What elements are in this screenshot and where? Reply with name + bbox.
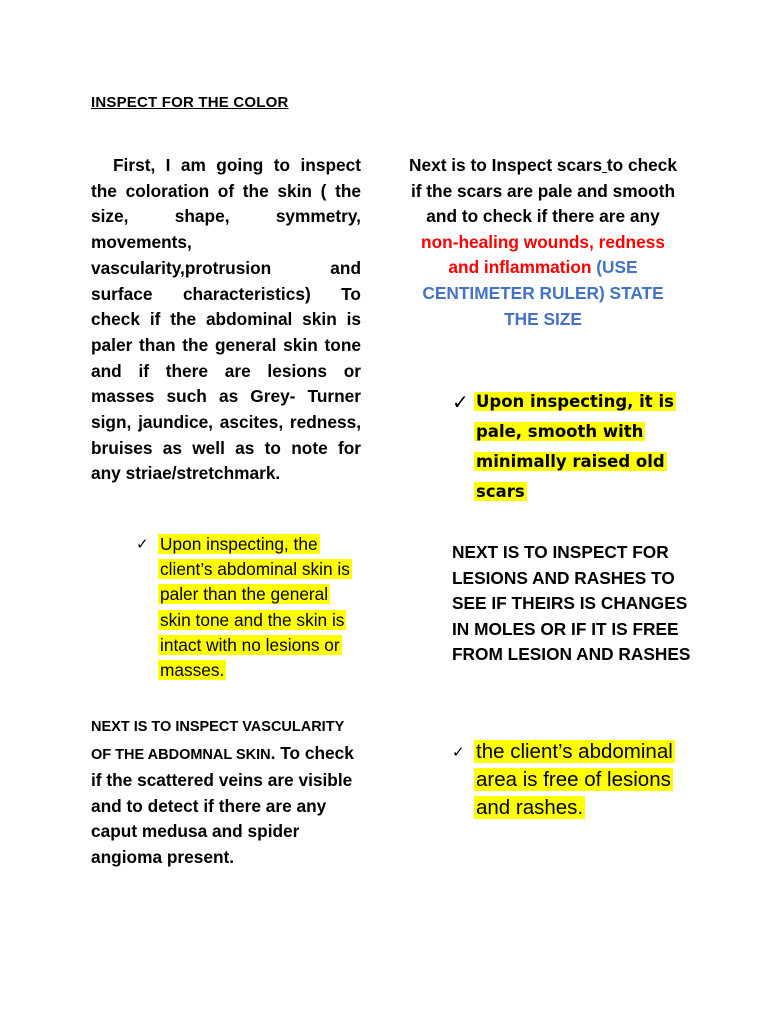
finding-lesions-text: the client’s abdominal area is free of lesions and rashes. [476,740,673,820]
color-inspection-text: First, I am going to inspect the coloration of the skin ( the size, shape, symmetry, movements, vascularity,protrusion and surface characteristics) To check if the abdominal skin is paler than the general skin tone and if there are lesions or masses such as Grey- Turner sign, jaundice, ascites, redness, bruises as well as to note for any striae/stretchmark. [91,155,361,484]
scars-red-text: non-healing wounds, redness and inflammation [421,231,665,278]
vascularity-heading: NEXT IS TO INSPECT VASCULARITY OF THE ABDOMNAL SKIN [91,719,344,763]
lesions-paragraph: NEXT IS TO INSPECT FOR LESIONS AND RASHES TO SEE IF THEIRS IS CHANGES IN MOLES OR IF IT IS FREE FROM LESION AND RASHES [452,542,691,665]
finding-color-text-wrapper [158,532,363,683]
finding-scars-item [452,387,692,507]
scars-text: to check if the scars are pale and smooth and to check if there are any [410,155,677,227]
finding-scars-text: Upon inspecting, it is pale, smooth with minimally raised old scars [476,392,674,501]
finding-scars-text-wrapper [474,387,689,507]
vascularity-text: . To check if the scattered veins are visible and to detect if there are any caput medusa and spider angioma present. [91,742,354,867]
section-heading-color: INSPECT FOR THE COLOR [91,94,289,111]
finding-color-item [136,532,366,683]
scars-intro: Next is to Inspect scars [409,155,603,175]
check-mark-icon: ✓ [452,390,469,414]
check-mark-icon: ✓ [136,535,149,553]
check-mark-icon: ✓ [452,743,465,761]
scars-blue-text: (USE CENTIMETER RULER) STATE THE SIZE [422,257,664,329]
finding-lesions-text-wrapper [474,738,684,823]
color-inspection-paragraph [91,153,361,487]
scars-paragraph [408,153,678,332]
finding-color-text: Upon inspecting, the client’s abdominal skin is paler than the general skin tone and the skin is intact with no lesions or masses. [160,534,350,681]
vascularity-paragraph [91,713,366,871]
finding-lesions-item [452,738,692,823]
